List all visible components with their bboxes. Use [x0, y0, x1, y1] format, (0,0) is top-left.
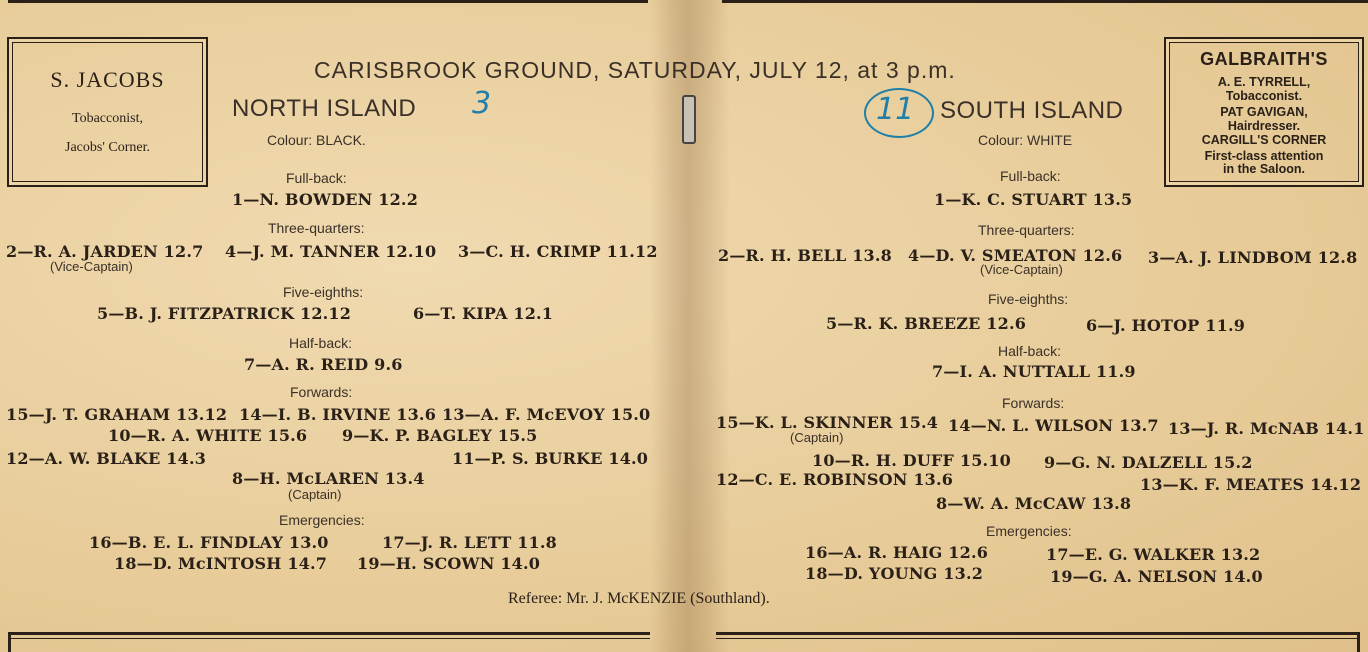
- bottom-rule-right-inner: [716, 638, 1360, 639]
- south-captain-note: (Captain): [790, 430, 844, 445]
- north-threeq-label: Three-quarters:: [268, 220, 365, 236]
- south-colour: Colour: WHITE: [978, 132, 1073, 148]
- bottom-rule-right-side: [1357, 632, 1360, 652]
- top-rule-left: [8, 0, 648, 3]
- advert-line: Hairdresser.: [1227, 119, 1301, 133]
- north-player: 4—J. M. TANNER 12.10: [225, 242, 437, 261]
- galbraiths-advert: [1164, 37, 1364, 187]
- south-threeq-label: Three-quarters:: [978, 222, 1075, 238]
- south-player: 13—J. R. McNAB 14.1: [1168, 419, 1365, 438]
- south-player: 16—A. R. HAIG 12.6: [805, 543, 989, 562]
- advert-name: GALBRAITH'S: [1200, 49, 1328, 69]
- bottom-rule-left: [8, 632, 650, 635]
- advert-line: in the Saloon.: [1223, 162, 1305, 176]
- south-player: 10—R. H. DUFF 15.10: [812, 451, 1011, 470]
- north-player: 6—T. KIPA 12.1: [413, 304, 554, 323]
- north-vice-captain-note: (Vice-Captain): [50, 259, 133, 274]
- north-captain-note: (Captain): [288, 487, 342, 502]
- north-player: 16—B. E. L. FINDLAY 13.0: [89, 533, 329, 552]
- south-half-label: Half-back:: [998, 343, 1062, 359]
- advert-line: PAT GAVIGAN,: [1220, 105, 1308, 119]
- north-player: 17—J. R. LETT 11.8: [382, 533, 557, 552]
- north-player: 1—N. BOWDEN 12.2: [232, 190, 419, 209]
- south-vice-captain-note: (Vice-Captain): [980, 262, 1063, 277]
- north-five-label: Five-eighths:: [283, 284, 364, 300]
- south-player: 18—D. YOUNG 13.2: [805, 564, 984, 583]
- north-half-label: Half-back:: [289, 335, 353, 351]
- south-player: 6—J. HOTOP 11.9: [1086, 316, 1246, 335]
- advert-line: A. E. TYRRELL,: [1217, 75, 1311, 89]
- south-five-label: Five-eighths:: [988, 291, 1069, 307]
- south-player: 7—I. A. NUTTALL 11.9: [932, 362, 1136, 381]
- south-player: 9—G. N. DALZELL 15.2: [1044, 453, 1253, 472]
- north-colour: Colour: BLACK.: [267, 132, 366, 148]
- staple: [682, 95, 696, 144]
- south-player: 3—A. J. LINDBOM 12.8: [1148, 248, 1358, 267]
- south-player: 14—N. L. WILSON 13.7: [948, 416, 1159, 435]
- advert-line: Jacobs' Corner.: [65, 140, 150, 155]
- top-rule-right: [722, 0, 1368, 3]
- south-fullback-label: Full-back:: [1000, 168, 1061, 184]
- south-player: 1—K. C. STUART 13.5: [934, 190, 1133, 209]
- south-player: 13—K. F. MEATES 14.12: [1140, 475, 1362, 494]
- north-player: 9—K. P. BAGLEY 15.5: [342, 426, 538, 445]
- advert-line: Tobacconist.: [1225, 89, 1303, 103]
- north-player: 14—I. B. IRVINE 13.6: [239, 405, 437, 424]
- north-player: 8—H. McLAREN 13.4: [232, 469, 425, 488]
- south-player: 2—R. H. BELL 13.8: [718, 246, 892, 265]
- advert-name: S. JACOBS: [50, 67, 165, 92]
- advert-line: CARGILL'S CORNER: [1201, 133, 1327, 147]
- south-score: 11: [876, 92, 915, 127]
- south-emerg-label: Emergencies:: [986, 523, 1072, 539]
- north-player: 19—H. SCOWN 14.0: [357, 554, 541, 573]
- match-heading: CARISBROOK GROUND, SATURDAY, JULY 12, at 3 p.m.: [314, 57, 956, 83]
- south-player: 15—K. L. SKINNER 15.4: [716, 413, 939, 432]
- jacobs-advert: [7, 37, 208, 187]
- north-emerg-label: Emergencies:: [279, 512, 365, 528]
- advert-line: Tobacconist,: [72, 111, 143, 126]
- north-player: 13—A. F. McEVOY 15.0: [442, 405, 651, 424]
- north-player: 12—A. W. BLAKE 14.3: [6, 449, 207, 468]
- north-player: 15—J. T. GRAHAM 13.12: [6, 405, 228, 424]
- south-player: 5—R. K. BREEZE 12.6: [826, 314, 1027, 333]
- bottom-rule-left-side: [8, 632, 11, 652]
- north-player: 10—R. A. WHITE 15.6: [108, 426, 308, 445]
- north-fwd-label: Forwards:: [290, 384, 353, 400]
- north-player: 2—R. A. JARDEN 12.7: [6, 242, 204, 261]
- south-player: 4—D. V. SMEATON 12.6: [908, 246, 1123, 265]
- south-fwd-label: Forwards:: [1002, 395, 1065, 411]
- north-player: 5—B. J. FITZPATRICK 12.12: [97, 304, 352, 323]
- north-player: 18—D. McINTOSH 14.7: [114, 554, 328, 573]
- south-team-name: SOUTH ISLAND: [940, 97, 1124, 124]
- north-player: 3—C. H. CRIMP 11.12: [458, 242, 658, 261]
- bottom-rule-right: [716, 632, 1360, 635]
- advert-line: First-class attention: [1204, 149, 1324, 163]
- north-score: 3: [472, 86, 492, 121]
- north-team-name: NORTH ISLAND: [232, 95, 417, 122]
- south-player: 17—E. G. WALKER 13.2: [1046, 545, 1261, 564]
- north-fullback-label: Full-back:: [286, 170, 347, 186]
- north-player: 7—A. R. REID 9.6: [244, 355, 403, 374]
- north-player: 11—P. S. BURKE 14.0: [452, 449, 649, 468]
- referee-line: Referee: Mr. J. McKENZIE (Southland).: [508, 590, 770, 607]
- south-player: 12—C. E. ROBINSON 13.6: [716, 470, 954, 489]
- south-player: 19—G. A. NELSON 14.0: [1050, 567, 1263, 586]
- bottom-rule-left-inner: [8, 638, 650, 639]
- south-player: 8—W. A. McCAW 13.8: [936, 494, 1132, 513]
